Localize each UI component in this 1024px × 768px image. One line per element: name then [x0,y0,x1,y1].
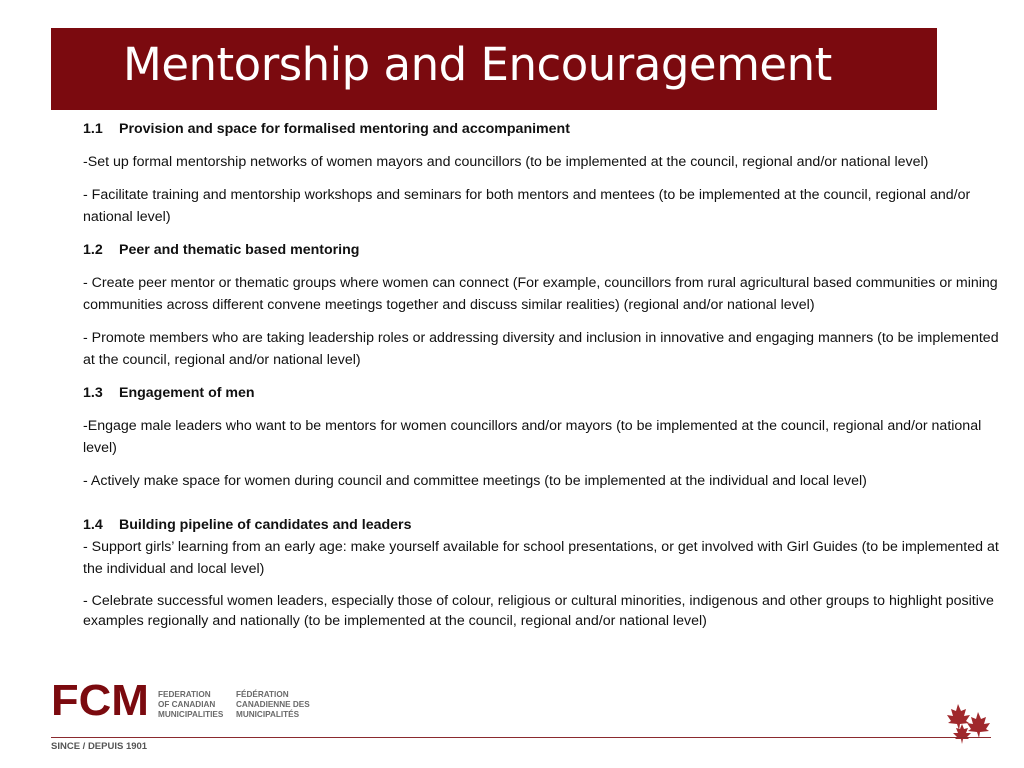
bullet-item: - Celebrate successful women leaders, especially those of colour, religious or cultural minorities, indigenous and other groups to highlight positive examples regionally and nationally (to be implemented at the council, regional and/or national level) [83,593,994,629]
bullet-item: - Actively make space for women during council and committee meetings (to be implemented at the individual and local level) [83,473,867,489]
section-heading [83,118,1003,140]
org-name-fr-line: FÉDÉRATION [236,690,289,699]
section-heading [83,239,1003,261]
bullet-item: - Support girls’ learning from an early age: make yourself available for school presentations, or get involved with Girl Guides (to be implemented at the individual and local level) [83,539,999,577]
maple-leaf-icon [942,702,994,746]
fcm-wordmark [51,679,151,719]
section-title: Provision and space for formalised mentoring and accompaniment [119,121,570,137]
fcm-logo-text: FCM [51,679,149,719]
org-name-fr-line: MUNICIPALITÉS [236,710,300,719]
page-title: Mentorship and Encouragement [123,38,832,91]
bullet-item: - Create peer mentor or thematic groups where women can connect (For example, councillors from rural agricultural based communities or mining communities across different convene meetings together and discuss similar realities) (regional and/or national level) [83,275,998,313]
bullet-item: - Facilitate training and mentorship workshops and seminars for both mentors and mentees (to be implemented at the council, regional and/or national level) [83,187,971,225]
org-name-en-line: MUNICIPALITIES [158,710,224,719]
bullet-item: -Engage male leaders who want to be mentors for women councillors and/or mayors (to be implemented at the council, regional and/or national level) [83,418,982,456]
org-name-en-line: OF CANADIAN [158,700,216,709]
title-banner [51,28,937,110]
section-heading [83,514,1003,536]
section-number: 1.4 [83,517,103,533]
content-body [83,118,1003,631]
org-name-en [158,690,223,720]
org-name-fr-line: CANADIENNE DES [236,700,310,709]
section-title: Peer and thematic based mentoring [119,242,360,258]
footer-divider [51,737,991,738]
section-number: 1.3 [83,385,103,401]
bullet-item: -Set up formal mentorship networks of women mayors and councillors (to be implemented at the council, regional and/or national level) [83,154,929,170]
section-number: 1.2 [83,242,103,258]
section-number: 1.1 [83,121,103,137]
org-name-fr [236,690,310,720]
section-title: Building pipeline of candidates and leaders [119,517,412,533]
org-name-en-line: FEDERATION [158,690,211,699]
bullet-item: - Promote members who are taking leadership roles or addressing diversity and inclusion in innovative and engaging manners (to be implemented at the council, regional and/or national level) [83,330,999,368]
since-label: SINCE / DEPUIS 1901 [51,741,148,752]
section-title: Engagement of men [119,385,255,401]
section-heading [83,382,1003,404]
